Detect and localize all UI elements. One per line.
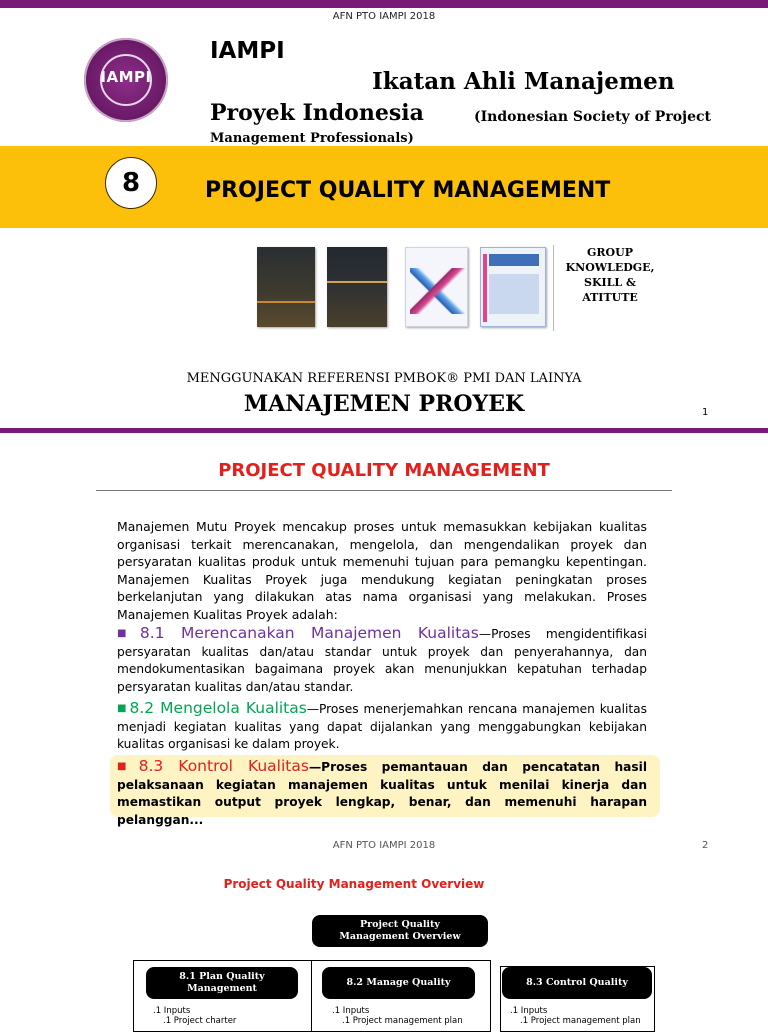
process-text: —Proses mengidentifikasi persyaratan kualitas dan/atau standar untuk proyek dan penyerahannya, dan mendokumentasikan bagaimana proyek akan menunjukkan kepatuhan terhadap persyaratan kualitas dan/atau standar. bbox=[117, 627, 647, 694]
org-name-line2: Proyek Indonesia bbox=[210, 100, 424, 126]
input-item: .1 Project management plan bbox=[342, 1016, 463, 1026]
column-heading-label: 8.3 Control Quality bbox=[526, 977, 628, 988]
diagram-root-label: Project Quality Management Overview bbox=[339, 919, 461, 942]
side-label-line: ATITUTE bbox=[582, 291, 638, 304]
slide3-title: Project Quality Management Overview bbox=[223, 877, 485, 891]
process-text: —Proses pemantauan dan pencatatan hasil pelaksanaan kegiatan manajemen kualitas untuk menilai kinerja dan memastikan output proyek lengkap, benar, dan memenuhi harapan pelanggan... bbox=[117, 760, 647, 827]
book-stripe bbox=[257, 301, 315, 303]
vertical-divider bbox=[553, 245, 554, 331]
org-name-line1: Ikatan Ahli Manajemen bbox=[372, 68, 675, 95]
book-spine-accent bbox=[483, 254, 487, 322]
intro-paragraph: Manajemen Mutu Proyek mencakup proses untuk memasukkan kebijakan kualitas organisasi terkait merencanakan, mengelola, dan mengendalikan proyek dan persyaratan kualitas produk untuk memenuhi tujuan para pemangku kepentingan. Manajemen Kualitas Proyek juga mendukung kegiatan peningkatan proses berkelanjutan yang dilakukan atas nama organisasi yang melakukan. Proses Manajemen Kualitas Proyek adalah: bbox=[117, 519, 647, 622]
inputs-label: .1 Inputs bbox=[510, 1006, 548, 1016]
top-accent-bar bbox=[0, 0, 768, 8]
input-item: .1 Project charter bbox=[163, 1016, 237, 1026]
page-number: 2 bbox=[702, 840, 709, 851]
iampi-logo bbox=[84, 38, 168, 122]
org-short-name: IAMPI bbox=[210, 38, 285, 64]
side-label-line: SKILL & bbox=[584, 276, 636, 289]
quality-book-icon bbox=[405, 247, 468, 327]
inputs-label: .1 Inputs bbox=[153, 1006, 191, 1016]
column-heading-8-2 bbox=[322, 967, 475, 999]
logo-text: IAMPI bbox=[100, 68, 152, 86]
org-english-name: (Indonesian Society of Project bbox=[474, 109, 712, 125]
helix-graphic bbox=[410, 268, 466, 314]
side-label-line: GROUP bbox=[587, 246, 633, 259]
process-item-8-2 bbox=[117, 700, 647, 754]
slide2-title: PROJECT QUALITY MANAGEMENT bbox=[218, 460, 550, 481]
process-title: 8.1 Merencanakan Manajemen Kualitas bbox=[139, 624, 479, 642]
bottom-accent-bar bbox=[0, 428, 768, 433]
diagram-root-box bbox=[312, 915, 488, 947]
pmbok-guide-book-icon bbox=[327, 247, 387, 327]
slide-subtitle: MANAJEMEN PROYEK bbox=[243, 391, 525, 417]
column-heading-label: 8.2 Manage Quality bbox=[346, 977, 451, 988]
chapter-title: PROJECT QUALITY MANAGEMENT bbox=[205, 178, 611, 203]
side-label-line: KNOWLEDGE, bbox=[565, 261, 655, 274]
group-knowledge-label bbox=[560, 245, 660, 305]
book-diagram-block bbox=[489, 274, 539, 314]
reference-line: MENGGUNAKAN REFERENSI PMBOK® PMI DAN LAINYA bbox=[186, 371, 582, 386]
process-title: 8.3 Kontrol Kualitas bbox=[138, 757, 309, 775]
process-item-8-3 bbox=[117, 758, 647, 829]
process-item-8-1 bbox=[117, 625, 647, 696]
inputs-label: .1 Inputs bbox=[332, 1006, 370, 1016]
book-stripe bbox=[327, 281, 387, 283]
column-heading-8-3 bbox=[502, 967, 652, 999]
bullet-icon: ■ bbox=[117, 628, 138, 639]
pmbok-book-icon bbox=[257, 247, 315, 327]
book-header-block bbox=[489, 254, 539, 266]
input-item: .1 Project management plan bbox=[520, 1016, 641, 1026]
chapter-number: 8 bbox=[105, 157, 157, 209]
bullet-icon: ■ bbox=[117, 761, 137, 772]
bullet-icon: ■ bbox=[117, 703, 128, 714]
iso-21500-book-icon bbox=[480, 247, 546, 327]
column-heading-8-1 bbox=[146, 967, 298, 999]
process-title: 8.2 Mengelola Kualitas bbox=[129, 699, 307, 717]
column-heading-label: 8.1 Plan Quality Management bbox=[179, 971, 265, 994]
process-text: —Proses menerjemahkan rencana manajemen kualitas menjadi kegiatan kualitas yang dapat dijalankan yang menggabungkan kebijakan kualitas organisasi ke dalam proyek. bbox=[117, 702, 647, 751]
header-footer-text: AFN PTO IAMPI 2018 bbox=[332, 11, 436, 22]
title-rule bbox=[96, 490, 672, 491]
page-number: 1 bbox=[702, 407, 709, 418]
org-english-name-cont: Management Professionals) bbox=[210, 131, 414, 146]
slide2-footer: AFN PTO IAMPI 2018 bbox=[332, 840, 436, 851]
